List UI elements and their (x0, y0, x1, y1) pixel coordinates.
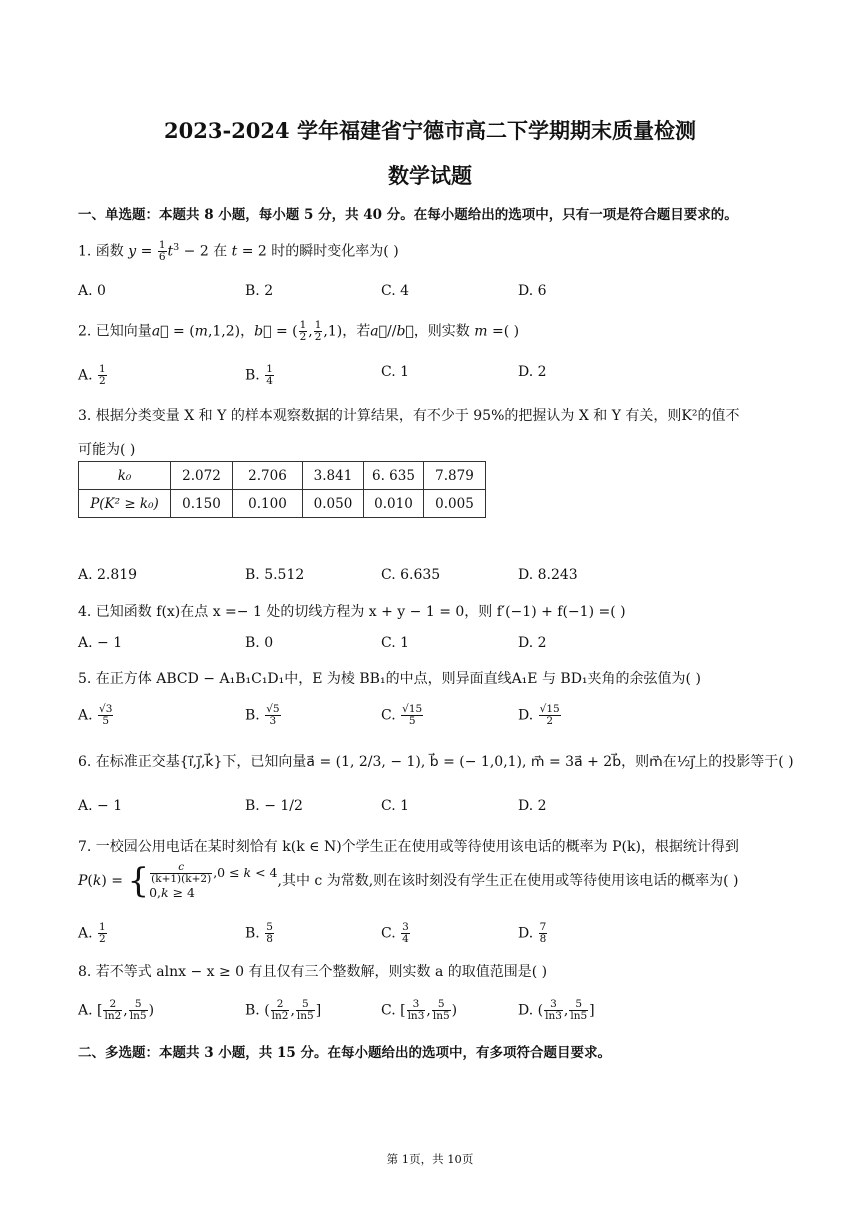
option-b[interactable]: B. ( $\frac{2}{\ln 2}$ , $\frac{5}{\ln 5}$ ] (245, 998, 322, 1022)
table-cell: 3.841 (303, 462, 364, 490)
question-2: 2. 已知向量a⃗ = (m,1,2)，b⃗ = ( $\frac{1}{2}$ , $\frac{1}{2}$ ,1)，若a⃗//b⃗，则实数 m =( ) (78, 319, 520, 343)
option-a[interactable]: A. 2.819 (78, 567, 138, 583)
page-title: 2023-2024 学年福建省宁德市高二下学期期末质量检测 (164, 118, 696, 143)
table-cell: 6. 635 (364, 462, 424, 490)
table-row (79, 490, 486, 518)
question-1: 1. 函数 y = $\frac{1}{6}$ $t^3 - 2$ 在 t = 2 时的瞬时变化率为( ) (78, 239, 399, 263)
option-d[interactable]: D. $\frac{√15}{2}$ (518, 703, 560, 727)
option-d[interactable]: D. 2 (518, 798, 547, 814)
question-7-options (78, 922, 778, 948)
question-3-line-2: 可能为( ) (78, 442, 136, 458)
option-a[interactable]: A. $\frac{1}{2}$ (78, 921, 106, 945)
table-cell: k₀ (79, 462, 171, 490)
option-b[interactable]: B. 2 (245, 283, 274, 299)
question-3-options (78, 567, 778, 593)
question-5: 5. 在正方体 ABCD − A₁B₁C₁D₁中，E 为棱 BB₁的中点，则异面直线A₁E 与 BD₁夹角的余弦值为( ) (78, 671, 701, 687)
option-c[interactable]: C. 1 (381, 635, 410, 651)
table-cell: 0.005 (424, 490, 486, 518)
option-b[interactable]: B. 5.512 (245, 567, 305, 583)
table-cell: 0.010 (364, 490, 424, 518)
section-heading-multiple-choice: 二、多选题：本题共 3 小题，共 15 分。在每小题给出的选项中，有多项符合题目要求。 (78, 1045, 611, 1061)
question-7-line-2: P(k) = { $\frac{c}{(k+1)(k+2)}$ ,0 ≤ k < 4 0,k ≥ 4,其中 c 为常数,则在该时刻没有学生正在使用或等待使用该电话的概率为( ) (78, 861, 739, 901)
table-cell: 0.100 (233, 490, 303, 518)
table-cell: 2.072 (171, 462, 233, 490)
page-subtitle: 数学试题 (388, 163, 472, 188)
option-c[interactable]: C. $\frac{3}{4}$ (381, 921, 409, 945)
option-b[interactable]: B. 0 (245, 635, 274, 651)
question-4-options (78, 635, 778, 661)
option-c[interactable]: C. [ $\frac{3}{\ln 3}$ , $\frac{5}{\ln 5}$ ) (381, 998, 458, 1022)
question-7-line-1: 7. 一校园公用电话在某时刻恰有 k(k ∈ N)个学生正在使用或等待使用该电话的概率为 P(k)，根据统计得到 (78, 839, 739, 855)
option-c[interactable]: C. 6.635 (381, 567, 441, 583)
option-b[interactable]: B. − 1/2 (245, 798, 303, 814)
table-cell: 0.050 (303, 490, 364, 518)
option-a[interactable]: A. 0 (78, 283, 106, 299)
question-5-options (78, 704, 778, 730)
critical-value-table (78, 461, 486, 518)
table-cell: P(K² ≥ k₀) (79, 490, 171, 518)
option-c[interactable]: C. $\frac{√15}{5}$ (381, 703, 423, 727)
option-a[interactable]: A. $\frac{√3}{5}$ (78, 703, 113, 727)
section-heading-single-choice: 一、单选题：本题共 8 小题，每小题 5 分，共 40 分。在每小题给出的选项中，只有一项是符合题目要求的。 (78, 207, 738, 223)
page-footer: 第 1页，共 10页 (386, 1152, 474, 1166)
option-b[interactable]: B. $\frac{5}{8}$ (245, 921, 273, 945)
option-a[interactable]: A. [ $\frac{2}{\ln 2}$ , $\frac{5}{\ln 5}$ ) (78, 998, 155, 1022)
option-a[interactable]: A. − 1 (78, 635, 123, 651)
question-8-options (78, 999, 778, 1025)
option-d[interactable]: D. 8.243 (518, 567, 578, 583)
question-4: 4. 已知函数 f(x)在点 x =− 1 处的切线方程为 x + y − 1 = 0，则 f′(−1) + f(−1) =( ) (78, 604, 626, 620)
question-1-options (78, 283, 778, 309)
option-d[interactable]: D. ( $\frac{3}{\ln 3}$ , $\frac{5}{\ln 5}$ ] (518, 998, 595, 1022)
question-3-line-1: 3. 根据分类变量 X 和 Y 的样本观察数据的计算结果，有不少于 95%的把握认为 X 和 Y 有关，则K²的值不 (78, 408, 740, 424)
option-d[interactable]: D. 6 (518, 283, 547, 299)
option-d[interactable]: D. $\frac{7}{8}$ (518, 921, 547, 945)
question-6: 6. 在标准正交基{i⃗,j⃗,k⃗}下，已知向量a⃗ = (1, 2/3, − 1), b⃗ = (− 1,0,1), m⃗ = 3a⃗ + 2b⃗，则m⃗在½j⃗上的投影等于( ) (78, 754, 794, 770)
option-c[interactable]: C. 1 (381, 364, 410, 380)
option-d[interactable]: D. 2 (518, 635, 547, 651)
question-6-options (78, 798, 778, 824)
table-cell: 0.150 (171, 490, 233, 518)
option-b[interactable]: B. $\frac{1}{4}$ (245, 363, 273, 387)
option-a[interactable]: A. − 1 (78, 798, 123, 814)
option-c[interactable]: C. 4 (381, 283, 410, 299)
option-a[interactable]: A. $\frac{1}{2}$ (78, 363, 106, 387)
table-row (79, 462, 486, 490)
question-8: 8. 若不等式 alnx − x ≥ 0 有且仅有三个整数解，则实数 a 的取值范围是( ) (78, 964, 548, 980)
question-2-options (78, 364, 778, 390)
table-cell: 7.879 (424, 462, 486, 490)
option-d[interactable]: D. 2 (518, 364, 547, 380)
option-c[interactable]: C. 1 (381, 798, 410, 814)
table-cell: 2.706 (233, 462, 303, 490)
option-b[interactable]: B. $\frac{√5}{3}$ (245, 703, 280, 727)
